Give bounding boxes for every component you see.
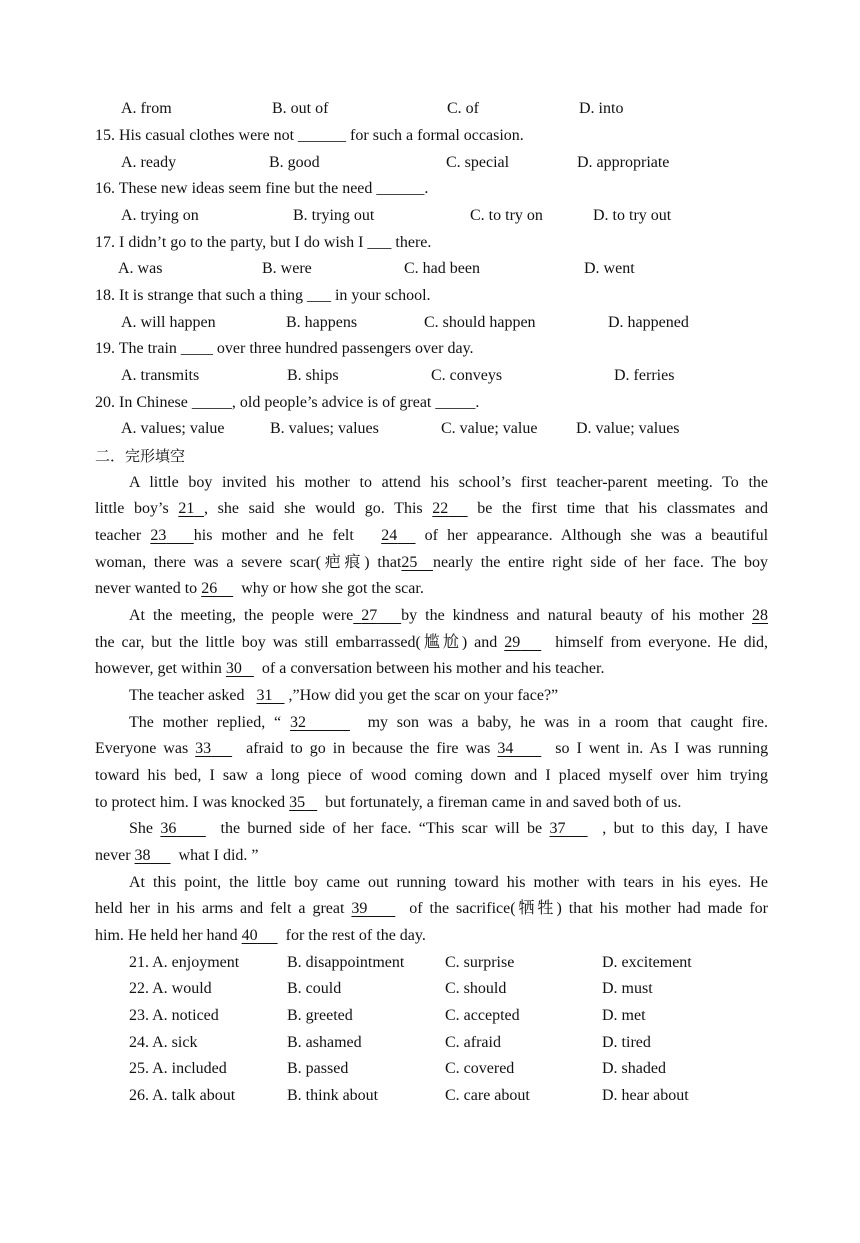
passage-line [95,710,768,737]
cloze-options-21 [0,950,692,977]
option-d: D. hear about [602,1087,689,1104]
blank-25: 25 [401,554,418,571]
option-c: C. care about [445,1087,530,1104]
passage-text: afraid to go in because the fire was [246,740,491,757]
passage-text: She [129,820,153,837]
passage-text: my son was a baby, he was in a room that caught fire. [367,714,769,731]
mc-options-18 [0,310,689,337]
blank-23: 23 [150,527,167,544]
option-a: A. was [118,260,163,277]
option-d: D. excitement [602,954,692,971]
passage-text: of her appearance. Although she was a beautiful [424,527,769,544]
option-b: B. good [269,154,320,171]
passage-line [95,523,768,550]
blank-36: 36 [160,820,177,837]
passage-text: never [95,847,131,864]
passage-text: him. He held her hand [95,927,238,944]
passage-text: himself from everyone. He did, [555,634,769,651]
blank-22: 22 [432,500,449,517]
option-a: A. from [121,100,172,117]
option-b: B. values; values [270,420,379,437]
passage-line [95,496,768,523]
option-c: C. surprise [445,954,515,971]
option-a: A. values; value [121,420,225,437]
question-stem: 15. His casual clothes were not ______ for such a formal occasion. [95,127,524,144]
question-stem: 20. In Chinese _____, old people’s advice is of great _____. [95,394,480,411]
option-c: C. special [446,154,510,171]
question-stem: 19. The train ____ over three hundred passengers over day. [95,340,474,357]
blank-29: 29 [504,634,521,651]
passage-text: by the kindness and natural beauty of his mother [401,607,745,624]
mc-options-19 [0,363,675,390]
passage-text: held her in his arms and felt a great [95,900,345,917]
blank-28: 28 [752,607,769,624]
question-17 [0,230,432,257]
passage-line [95,603,768,630]
option-c: C. had been [404,260,480,277]
option-c: C. conveys [431,367,503,384]
passage-text: At this point, the little boy came out running toward his mother with tears in his eyes. He [129,874,768,891]
passage-text: , she said she would go. This [204,500,423,517]
option-c: C. covered [445,1060,515,1077]
passage-text: teacher [95,527,142,544]
option-d: D. into [579,100,624,117]
passage-text: A little boy invited his mother to attend his school’s first teacher-parent meeting. To the [129,474,768,491]
option-b: B. happens [286,314,358,331]
mc-options-17 [0,256,635,283]
cloze-options-24 [0,1030,651,1057]
passage-text: why or how she got the scar. [241,580,424,597]
passage-text: the burned side of her face. “This scar will be [220,820,543,837]
option-a: A. will happen [121,314,216,331]
passage-text: for the rest of the day. [285,927,426,944]
passage-text: of the sacrifice(牺牲) that his mother had made for [409,900,768,917]
option-b: B. disappointment [287,954,405,971]
cloze-options-25 [0,1056,666,1083]
question-18 [0,283,431,310]
option-a: 26. A. talk about [129,1087,236,1104]
passage-text: Everyone was [95,740,189,757]
question-stem: 18. It is strange that such a thing ___ in your school. [95,287,431,304]
option-c: C. of [447,100,479,117]
cloze-options-22 [0,976,653,1003]
passage-text: nearly the entire right side of her face. The boy [433,554,768,571]
blank-26: 26 [201,580,218,597]
mc-options-20 [0,416,680,443]
option-b: B. think about [287,1087,379,1104]
section-heading [0,443,186,470]
blank-32: 32 [289,714,306,731]
option-c: C. value; value [441,420,538,437]
blank-35: 35 [289,794,306,811]
passage-text: the car, but the little boy was still embarrassed(尴尬) and [95,634,498,651]
option-d: D. value; values [576,420,680,437]
passage-line [95,736,768,763]
section-title: 二．完形填空 [95,447,186,465]
passage-text: to protect him. I was knocked [95,794,286,811]
question-19 [0,336,474,363]
passage-text: toward his bed, I saw a long piece of wood coming down and I placed myself over him trying [95,767,768,784]
option-b: B. could [287,980,342,997]
passage-text: ,”How did you get the scar on your face?” [288,687,559,704]
option-a: 22. A. would [129,980,212,997]
passage-text: his mother and he felt [193,527,354,544]
option-d: D. went [584,260,635,277]
option-a: A. transmits [121,367,200,384]
mc-options-15 [0,150,670,177]
question-stem: 16. These new ideas seem fine but the need ______. [95,180,429,197]
passage-line [95,843,768,870]
passage-line [95,923,768,950]
option-c: C. should [445,980,507,997]
option-c: C. to try on [470,207,543,224]
option-d: D. shaded [602,1060,666,1077]
passage-text: At the meeting, the people were [129,607,354,624]
option-c: C. afraid [445,1034,501,1051]
passage-line [95,896,768,923]
passage-line [95,790,768,817]
passage-text: of a conversation between his mother and his teacher. [261,660,605,677]
passage-text: however, get within [95,660,222,677]
passage-text: The teacher asked [129,687,245,704]
mc-options-16 [0,203,672,230]
blank-40: 40 [241,927,258,944]
passage-text: little boy’s [95,500,169,517]
option-a: 25. A. included [129,1060,227,1077]
passage-line [95,683,768,710]
option-b: B. ashamed [287,1034,362,1051]
passage-text: never wanted to [95,580,198,597]
option-d: D. ferries [614,367,675,384]
blank-21: 21 [178,500,195,517]
passage-text: The mother replied, “ [129,714,282,731]
question-20 [0,390,480,417]
question-stem: 17. I didn’t go to the party, but I do wish I ___ there. [95,234,432,251]
option-d: D. to try out [593,207,672,224]
option-b: B. trying out [293,207,375,224]
passage-line [95,630,768,657]
option-a: 21. A. enjoyment [129,954,240,971]
option-b: B. out of [272,100,329,117]
option-a: 24. A. sick [129,1034,198,1051]
passage-text: woman, there was a severe scar(疤痕) that [95,554,402,571]
blank-27: 27 [361,607,378,624]
passage-line [95,656,768,683]
option-a: A. ready [121,154,177,171]
option-d: D. must [602,980,653,997]
option-d: D. met [602,1007,646,1024]
passage-text: so I went in. As I was running [555,740,769,757]
option-b: B. greeted [287,1007,353,1024]
question-15 [0,123,524,150]
blank-30: 30 [225,660,242,677]
passage-line [95,470,768,497]
blank-37: 37 [549,820,566,837]
passage-text: but fortunately, a fireman came in and saved both of us. [325,794,682,811]
cloze-options-26 [0,1083,689,1110]
passage-line [95,816,768,843]
option-b: B. were [262,260,312,277]
option-b: B. passed [287,1060,349,1077]
blank-24: 24 [381,527,398,544]
blank-34: 34 [497,740,514,757]
blank-38: 38 [134,847,151,864]
passage-line [95,870,768,897]
blank-33: 33 [195,740,212,757]
blank-31: 31 [256,687,273,704]
option-a: A. trying on [121,207,199,224]
option-a: 23. A. noticed [129,1007,219,1024]
option-b: B. ships [287,367,339,384]
passage-line [95,550,768,577]
passage-text: be the first time that his classmates and [477,500,769,517]
passage-line [95,763,768,790]
question-16 [0,176,429,203]
option-d: D. appropriate [577,154,670,171]
mc-options-14 [0,96,624,123]
option-d: D. happened [608,314,689,331]
option-c: C. accepted [445,1007,520,1024]
passage-text: , but to this day, I have [602,820,769,837]
passage-text: what I did. ” [178,847,259,864]
passage-line [95,576,768,603]
option-c: C. should happen [424,314,536,331]
blank-39: 39 [351,900,368,917]
cloze-options-23 [0,1003,646,1030]
option-d: D. tired [602,1034,651,1051]
